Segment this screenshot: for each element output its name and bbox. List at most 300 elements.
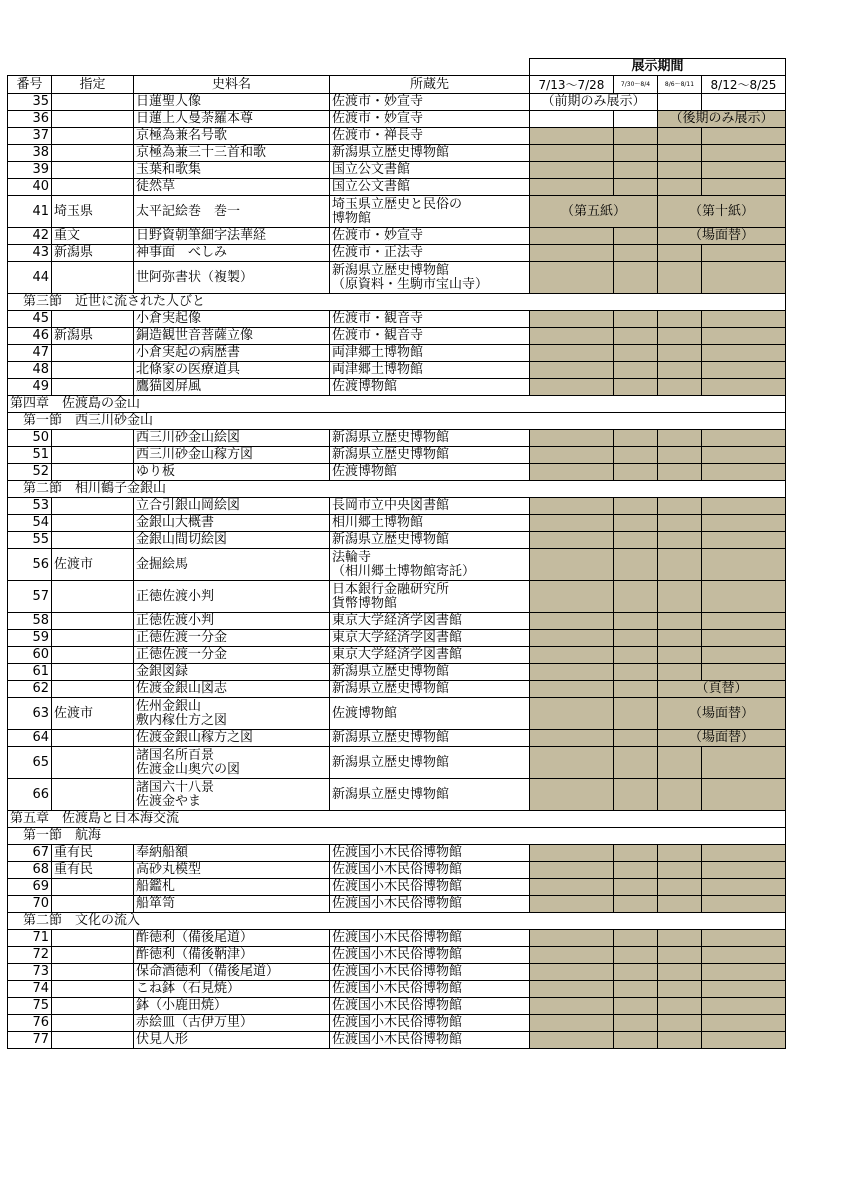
item-name-line: 立合引銀山岡絵図 — [136, 498, 241, 513]
owner-line: 国立公文書館 — [332, 179, 411, 194]
table-row — [8, 464, 786, 481]
period-note: （後期のみ展示） — [658, 111, 786, 128]
designation — [52, 179, 134, 196]
column-header-row — [8, 76, 786, 94]
col-period-1: 7/13〜7/28 — [530, 76, 614, 94]
owner-line: 新潟県立歴史博物館 — [332, 262, 450, 278]
item-name — [134, 698, 330, 730]
item-name-line: 世阿弥書状（複製） — [136, 269, 254, 285]
item-name-line: 銅造観世音菩薩立像 — [136, 328, 254, 343]
owner — [330, 730, 530, 747]
period-cell — [702, 179, 786, 196]
table-row — [8, 128, 786, 145]
item-name — [134, 549, 330, 581]
item-name — [134, 862, 330, 879]
item-name-line: 日蓮上人曼荼羅本尊 — [136, 111, 254, 126]
table-row — [8, 630, 786, 647]
owner — [330, 549, 530, 581]
item-name — [134, 94, 330, 111]
period-cell — [658, 845, 702, 862]
owner — [330, 998, 530, 1015]
period-cell — [614, 111, 658, 128]
period-cell — [614, 145, 658, 162]
period-cell — [614, 981, 658, 998]
designation: 埼玉県 — [52, 196, 134, 228]
owner-line: 貨幣博物館 — [332, 595, 398, 611]
owner — [330, 379, 530, 396]
period-cell — [614, 681, 658, 698]
period-cell — [702, 311, 786, 328]
owner-line: （原資料・生駒市宝山寺） — [332, 276, 489, 292]
item-name — [134, 998, 330, 1015]
period-cell — [702, 879, 786, 896]
designation — [52, 362, 134, 379]
item-name — [134, 145, 330, 162]
period-cell — [702, 1032, 786, 1049]
period-cell — [530, 779, 614, 811]
owner-line: 佐渡国小木民俗博物館 — [332, 845, 463, 860]
table-row — [8, 228, 786, 245]
period-cell — [658, 1015, 702, 1032]
item-number: 55 — [8, 532, 52, 549]
designation — [52, 964, 134, 981]
owner-line: 新潟県立歴史博物館 — [332, 786, 450, 802]
item-name — [134, 515, 330, 532]
period-cell — [530, 498, 614, 515]
item-number: 67 — [8, 845, 52, 862]
owner — [330, 862, 530, 879]
period-cell — [614, 379, 658, 396]
section-heading: 第三節 近世に流された人びと — [8, 294, 786, 311]
owner — [330, 532, 530, 549]
owner-line: 佐渡国小木民俗博物館 — [332, 930, 463, 945]
item-name — [134, 464, 330, 481]
owner — [330, 145, 530, 162]
designation — [52, 630, 134, 647]
period-cell — [702, 515, 786, 532]
section-row — [8, 413, 786, 430]
period-note: （場面替） — [658, 228, 786, 245]
table-row — [8, 362, 786, 379]
period-cell — [658, 630, 702, 647]
owner-line: 佐渡国小木民俗博物館 — [332, 964, 463, 979]
owner-line: 佐渡国小木民俗博物館 — [332, 998, 463, 1013]
item-number: 59 — [8, 630, 52, 647]
table-row — [8, 698, 786, 730]
table-row — [8, 447, 786, 464]
item-name-line: 徒然草 — [136, 179, 176, 194]
section-heading: 第一節 航海 — [8, 828, 786, 845]
table-row — [8, 498, 786, 515]
table-row — [8, 262, 786, 294]
period-cell — [614, 630, 658, 647]
period-cell — [530, 245, 614, 262]
owner — [330, 262, 530, 294]
owner-line: 佐渡国小木民俗博物館 — [332, 879, 463, 894]
period-cell — [530, 111, 614, 128]
item-number: 45 — [8, 311, 52, 328]
owner-line: 新潟県立歴史博物館 — [332, 145, 450, 160]
designation — [52, 613, 134, 630]
owner-line: 相川郷土博物館 — [332, 515, 424, 530]
period-cell — [530, 930, 614, 947]
item-number: 46 — [8, 328, 52, 345]
item-name — [134, 447, 330, 464]
item-name — [134, 311, 330, 328]
item-name-line: 正徳佐渡一分金 — [136, 647, 228, 662]
designation — [52, 515, 134, 532]
col-owner: 所蔵先 — [330, 76, 530, 94]
section-heading: 第二節 相川鶴子金銀山 — [8, 481, 786, 498]
period-cell — [702, 613, 786, 630]
section-heading: 第四章 佐渡島の金山 — [8, 396, 786, 413]
period-cell — [658, 747, 702, 779]
owner-line: 両津郷土博物館 — [332, 362, 424, 377]
item-name-line: 赤絵皿（古伊万里） — [136, 1015, 254, 1030]
item-name-line: 保命酒徳利（備後尾道） — [136, 964, 280, 979]
period-cell — [702, 862, 786, 879]
item-number: 77 — [8, 1032, 52, 1049]
item-name — [134, 730, 330, 747]
table-row — [8, 879, 786, 896]
designation: 新潟県 — [52, 328, 134, 345]
period-cell — [658, 947, 702, 964]
owner — [330, 362, 530, 379]
period-cell — [530, 613, 614, 630]
item-name — [134, 879, 330, 896]
owner — [330, 613, 530, 630]
period-note: （頁替） — [658, 681, 786, 698]
item-number: 58 — [8, 613, 52, 630]
period-cell — [658, 311, 702, 328]
item-number: 37 — [8, 128, 52, 145]
owner — [330, 245, 530, 262]
item-name — [134, 1032, 330, 1049]
owner-line: 新潟県立歴史博物館 — [332, 664, 450, 679]
designation — [52, 498, 134, 515]
item-number: 60 — [8, 647, 52, 664]
period-cell — [702, 245, 786, 262]
table-row — [8, 664, 786, 681]
period-cell — [658, 162, 702, 179]
table-row — [8, 581, 786, 613]
period-cell — [702, 581, 786, 613]
designation — [52, 879, 134, 896]
item-number: 44 — [8, 262, 52, 294]
period-cell — [530, 549, 614, 581]
period-cell — [614, 549, 658, 581]
period-cell — [530, 947, 614, 964]
section-row — [8, 294, 786, 311]
owner-line: 佐渡博物館 — [332, 379, 398, 394]
period-cell — [530, 879, 614, 896]
designation: 佐渡市 — [52, 549, 134, 581]
item-name-line: 船鑑札 — [136, 879, 176, 894]
item-name — [134, 613, 330, 630]
period-cell — [658, 328, 702, 345]
item-number: 70 — [8, 896, 52, 913]
item-number: 65 — [8, 747, 52, 779]
period-cell — [614, 179, 658, 196]
owner-line: 長岡市立中央図書館 — [332, 498, 450, 513]
owner-line: 佐渡国小木民俗博物館 — [332, 862, 463, 877]
period-cell — [530, 964, 614, 981]
table-row — [8, 998, 786, 1015]
table-row — [8, 1032, 786, 1049]
table-row — [8, 196, 786, 228]
designation — [52, 998, 134, 1015]
designation — [52, 345, 134, 362]
period-cell — [614, 1015, 658, 1032]
period-cell — [530, 1032, 614, 1049]
period-cell — [658, 549, 702, 581]
item-name-line: 正徳佐渡小判 — [136, 613, 215, 628]
designation — [52, 896, 134, 913]
item-name — [134, 1015, 330, 1032]
table-row — [8, 947, 786, 964]
period-cell — [702, 498, 786, 515]
item-name-line: 西三川砂金山稼方図 — [136, 447, 254, 462]
item-name-line: 高砂丸模型 — [136, 862, 202, 877]
item-number: 57 — [8, 581, 52, 613]
period-cell — [530, 464, 614, 481]
item-name-line: 鷹猫図屏風 — [136, 379, 202, 394]
owner-line: 両津郷土博物館 — [332, 345, 424, 360]
col-period-4: 8/12〜8/25 — [702, 76, 786, 94]
item-name-line: 佐州金銀山 — [136, 698, 202, 714]
owner — [330, 162, 530, 179]
table-row — [8, 328, 786, 345]
designation — [52, 311, 134, 328]
item-name — [134, 498, 330, 515]
table-row — [8, 862, 786, 879]
table-row — [8, 1015, 786, 1032]
designation — [52, 128, 134, 145]
owner — [330, 228, 530, 245]
item-number: 68 — [8, 862, 52, 879]
item-number: 40 — [8, 179, 52, 196]
period-cell — [614, 447, 658, 464]
period-cell — [530, 362, 614, 379]
owner-line: 佐渡博物館 — [332, 464, 398, 479]
period-cell — [530, 128, 614, 145]
owner-line: 東京大学経済学図書館 — [332, 613, 463, 628]
period-cell — [702, 328, 786, 345]
table-row — [8, 681, 786, 698]
item-name-line: 酢徳利（備後鞆津） — [136, 947, 254, 962]
item-name — [134, 930, 330, 947]
period-cell — [614, 747, 658, 779]
designation — [52, 747, 134, 779]
item-name-line: 正徳佐渡一分金 — [136, 630, 228, 645]
owner — [330, 845, 530, 862]
period-cell — [530, 896, 614, 913]
exhibit-rows — [8, 94, 786, 1049]
item-number: 41 — [8, 196, 52, 228]
item-number: 50 — [8, 430, 52, 447]
table-row — [8, 981, 786, 998]
table-row — [8, 896, 786, 913]
designation: 佐渡市 — [52, 698, 134, 730]
owner — [330, 311, 530, 328]
period-cell — [658, 930, 702, 947]
designation — [52, 1015, 134, 1032]
table-row — [8, 515, 786, 532]
section-row — [8, 913, 786, 930]
period-cell — [702, 779, 786, 811]
period-cell — [614, 998, 658, 1015]
designation — [52, 681, 134, 698]
designation — [52, 930, 134, 947]
period-cell — [614, 532, 658, 549]
period-cell — [702, 1015, 786, 1032]
period-cell — [614, 262, 658, 294]
designation: 重有民 — [52, 845, 134, 862]
period-cell — [530, 698, 614, 730]
period-cell — [614, 162, 658, 179]
period-cell — [658, 998, 702, 1015]
section-row — [8, 396, 786, 413]
table-row — [8, 730, 786, 747]
item-name — [134, 345, 330, 362]
item-name-line: 伏見人形 — [136, 1032, 189, 1047]
table-row — [8, 964, 786, 981]
exhibit-table — [7, 58, 786, 1049]
owner-line: 新潟県立歴史博物館 — [332, 681, 450, 696]
item-name — [134, 845, 330, 862]
item-name — [134, 328, 330, 345]
period-cell — [702, 747, 786, 779]
period-cell — [530, 345, 614, 362]
owner-line: 東京大学経済学図書館 — [332, 630, 463, 645]
period-cell — [658, 515, 702, 532]
period-cell — [530, 630, 614, 647]
item-number: 72 — [8, 947, 52, 964]
period-cell — [614, 730, 658, 747]
item-name-line: 佐渡金銀山稼方之図 — [136, 730, 254, 745]
owner-line: 新潟県立歴史博物館 — [332, 447, 450, 462]
item-number: 49 — [8, 379, 52, 396]
owner — [330, 664, 530, 681]
item-number: 69 — [8, 879, 52, 896]
table-row — [8, 613, 786, 630]
period-cell — [658, 447, 702, 464]
owner — [330, 681, 530, 698]
owner — [330, 328, 530, 345]
section-heading: 第一節 西三川砂金山 — [8, 413, 786, 430]
item-name-line: 神事面 べしみ — [136, 245, 228, 260]
item-number: 43 — [8, 245, 52, 262]
period-cell — [702, 345, 786, 362]
period-cell — [702, 430, 786, 447]
period-cell — [702, 145, 786, 162]
item-name — [134, 581, 330, 613]
table-row — [8, 111, 786, 128]
period-cell — [530, 179, 614, 196]
item-name-line: 鉢（小鹿田焼） — [136, 998, 228, 1013]
period-cell — [614, 862, 658, 879]
item-name-line: 敷内稼仕方之図 — [136, 712, 228, 728]
table-row — [8, 647, 786, 664]
owner-line: 佐渡国小木民俗博物館 — [332, 896, 463, 911]
item-name — [134, 245, 330, 262]
period-cell — [658, 345, 702, 362]
item-name-line: 酢徳利（備後尾道） — [136, 930, 254, 945]
item-name-line: 諸国名所百景 — [136, 747, 215, 763]
period-cell — [658, 879, 702, 896]
item-name-line: 佐渡金やま — [136, 793, 202, 809]
item-name — [134, 747, 330, 779]
period-cell — [658, 664, 702, 681]
owner — [330, 430, 530, 447]
period-cell — [614, 328, 658, 345]
owner — [330, 94, 530, 111]
period-cell — [614, 498, 658, 515]
item-number: 39 — [8, 162, 52, 179]
table-row — [8, 779, 786, 811]
period-cell — [614, 698, 658, 730]
period-cell — [658, 532, 702, 549]
period-cell — [658, 647, 702, 664]
owner-line: 佐渡市・妙宣寺 — [332, 94, 424, 109]
owner — [330, 345, 530, 362]
designation — [52, 94, 134, 111]
period-cell — [658, 862, 702, 879]
item-name — [134, 964, 330, 981]
period-cell — [614, 311, 658, 328]
owner — [330, 879, 530, 896]
period-cell — [702, 964, 786, 981]
item-name — [134, 228, 330, 245]
owner-line: 佐渡博物館 — [332, 705, 398, 721]
item-name — [134, 664, 330, 681]
period-cell — [530, 730, 614, 747]
period-cell — [614, 896, 658, 913]
period-cell — [702, 896, 786, 913]
designation — [52, 581, 134, 613]
period-cell — [702, 362, 786, 379]
period-cell — [702, 845, 786, 862]
period-cell — [658, 379, 702, 396]
owner — [330, 647, 530, 664]
designation — [52, 981, 134, 998]
period-cell — [658, 1032, 702, 1049]
item-name — [134, 981, 330, 998]
period-cell — [614, 228, 658, 245]
period-cell — [702, 630, 786, 647]
item-name — [134, 379, 330, 396]
table-row — [8, 245, 786, 262]
item-number: 64 — [8, 730, 52, 747]
period-cell — [614, 1032, 658, 1049]
owner — [330, 498, 530, 515]
item-name-line: 京極為兼名号歌 — [136, 128, 228, 143]
designation — [52, 730, 134, 747]
table-row — [8, 532, 786, 549]
owner — [330, 698, 530, 730]
period-cell — [658, 362, 702, 379]
designation — [52, 111, 134, 128]
owner-line: 佐渡市・妙宣寺 — [332, 228, 424, 243]
section-row — [8, 811, 786, 828]
owner — [330, 447, 530, 464]
period-cell — [530, 747, 614, 779]
period-cell — [530, 998, 614, 1015]
owner-line: 佐渡国小木民俗博物館 — [332, 1015, 463, 1030]
item-name-line: 玉葉和歌集 — [136, 162, 202, 177]
designation — [52, 947, 134, 964]
owner-line: 佐渡市・妙宣寺 — [332, 111, 424, 126]
